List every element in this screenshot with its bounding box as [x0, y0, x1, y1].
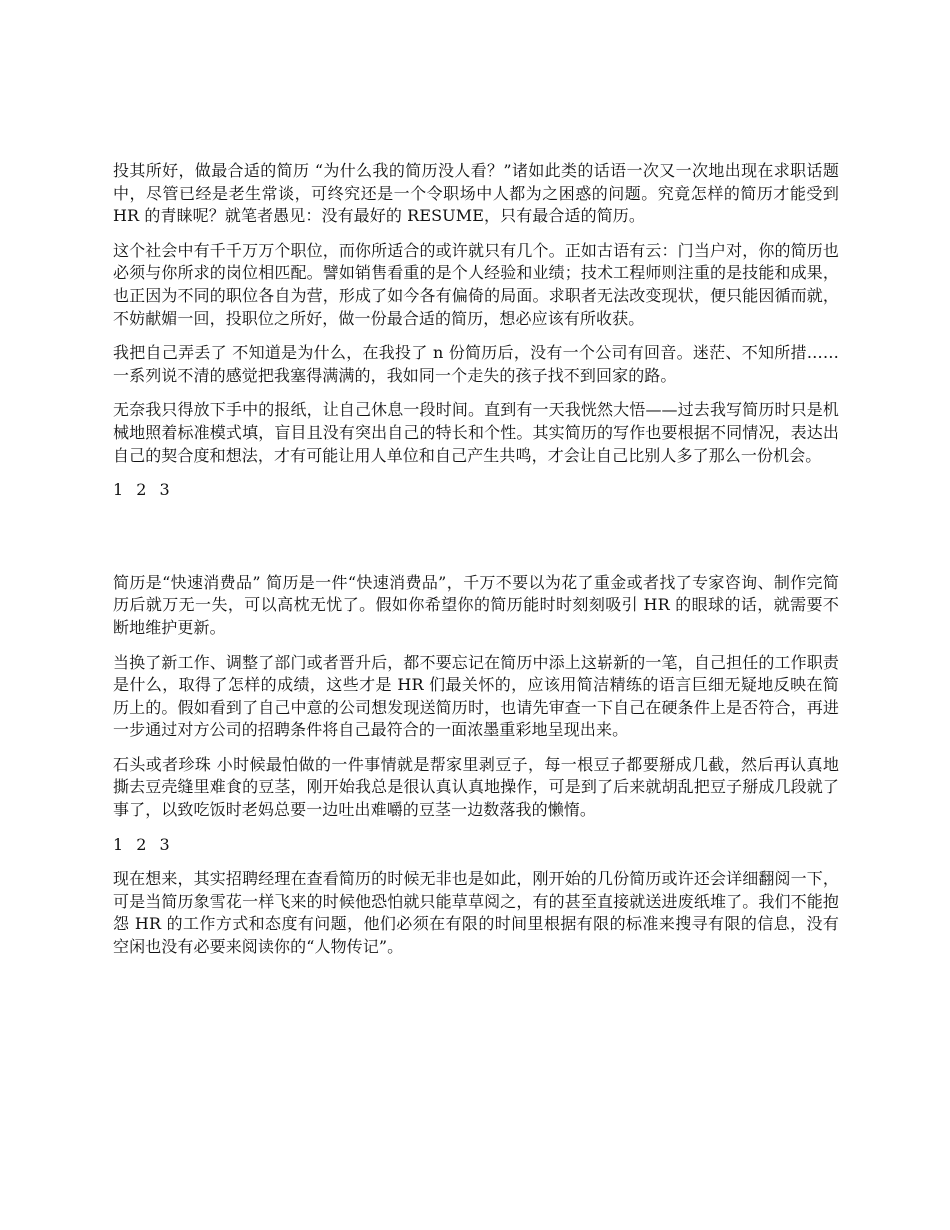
paragraph: 我把自己弄丢了 不知道是为什么，在我投了 n 份简历后，没有一个公司有回音。迷茫、不知所措……一系列说不清的感觉把我塞得满满的，我如同一个走失的孩子找不到回家的路。 [113, 343, 839, 385]
document-page [113, 160, 839, 971]
section-spacer [113, 514, 839, 572]
paragraph: 简历是“快速消费品” 简历是一件“快速消费品”，千万不要以为花了重金或者找了专家咨询、制作完简历后就万无一失，可以高枕无忧了。假如你希望你的简历能时时刻刻吸引 HR 的眼球的话，就需要不断地维护更新。 [113, 572, 839, 637]
paragraph: 现在想来，其实招聘经理在查看简历的时候无非也是如此，刚开始的几份简历或许还会详细翻阅一下，可是当简历象雪花一样飞来的时候他恐怕就只能草草阅之，有的甚至直接就送进废纸堆了。我们不能抱怨 HR 的工作方式和态度有问题，他们必须在有限的时间里根据有限的标准来搜寻有限的信息，没有空闲也没有必要来阅读你的“人物传记”。 [113, 869, 839, 957]
paragraph: 投其所好，做最合适的简历 “为什么我的简历没人看？”诸如此类的话语一次又一次地出现在求职话题中，尽管已经是老生常谈，可终究还是一个令职场中人都为之困惑的问题。究竟怎样的简历才能受到 HR 的青睐呢？就笔者愚见：没有最好的 RESUME，只有最合适的简历。 [113, 161, 839, 226]
paragraph: 当换了新工作、调整了部门或者晋升后，都不要忘记在简历中添上这崭新的一笔，自己担任的工作职责是什么，取得了怎样的成绩，这些才是 HR 们最关怀的，应该用简洁精练的语言巨细无疑地反映在简历上的。假如看到了自己中意的公司想发现送简历时，也请先审查一下自己在硬条件上是否符合，再进一步通过对方公司的招聘条件将自己最符合的一面浓墨重彩地呈现出来。 [113, 652, 839, 740]
paragraph: 无奈我只得放下手中的报纸，让自己休息一段时间。直到有一天我恍然大悟——过去我写简历时只是机械地照着标准模式填，盲目且没有突出自己的特长和个性。其实简历的写作也要根据不同情况，表达出自己的契合度和想法，才有可能让用人单位和自己产生共鸣，才会让自己比别人多了那么一份机会。 [113, 400, 839, 465]
page-numbers: 1 2 3 [113, 834, 174, 854]
paragraph: 这个社会中有千千万万个职位，而你所适合的或许就只有几个。正如古语有云：门当户对，你的简历也必须与你所求的岗位相匹配。譬如销售看重的是个人经验和业绩；技术工程师则注重的是技能和成果，也正因为不同的职位各自为营，形成了如今各有偏倚的局面。求职者无法改变现状，便只能因循而就，不妨献媚一回，投职位之所好，做一份最合适的简历，想必应该有所收获。 [113, 240, 839, 328]
paragraph: 石头或者珍珠 小时候最怕做的一件事情就是帮家里剥豆子，每一根豆子都要掰成几截，然后再认真地撕去豆壳缝里难食的豆茎，刚开始我总是很认真认真地操作，可是到了后来就胡乱把豆子掰成几段就了事了，以致吃饭时老妈总要一边吐出难嚼的豆茎一边数落我的懒惰。 [113, 754, 839, 820]
page-numbers: 1 2 3 [113, 480, 174, 500]
